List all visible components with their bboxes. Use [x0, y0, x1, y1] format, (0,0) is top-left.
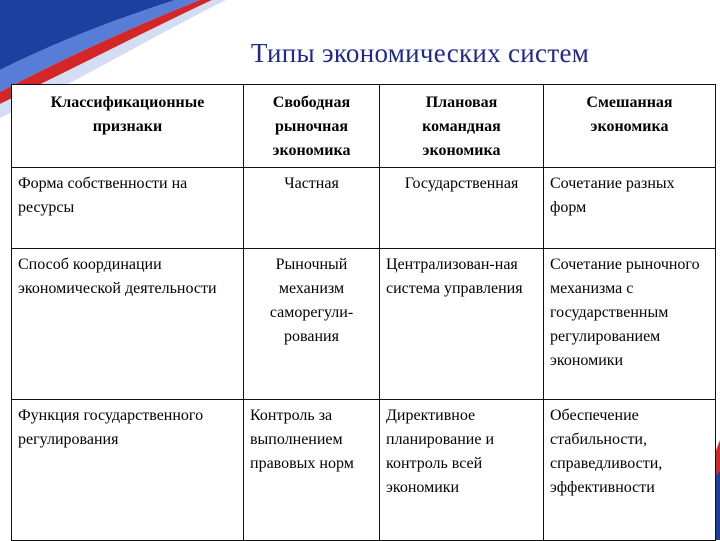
row-feature: Способ координации экономической деятельности [12, 249, 244, 400]
cell-mixed: Обеспечение стабильности, справедливости, эффективности [544, 400, 716, 541]
header-mixed-economy: Смешанная экономика [544, 85, 716, 168]
cell-market: Рыночный механизм саморегули-рования [244, 249, 380, 400]
table-header-row [12, 85, 716, 168]
cell-market: Частная [244, 168, 380, 249]
header-features: Классификационные признаки [12, 85, 244, 168]
table-row [12, 249, 716, 400]
cell-mixed: Сочетание разных форм [544, 168, 716, 249]
row-feature: Форма собственности на ресурсы [12, 168, 244, 249]
table-row [12, 400, 716, 541]
cell-market: Контроль за выполнением правовых норм [244, 400, 380, 541]
row-feature: Функция государственного регулирования [12, 400, 244, 541]
economic-systems-table [11, 84, 716, 541]
slide-title: Типы экономических систем [250, 38, 590, 68]
table-row [12, 168, 716, 249]
cell-mixed: Сочетание рыночного механизма с государственным регулированием экономики [544, 249, 716, 400]
cell-planned: Директивное планирование и контроль всей экономики [380, 400, 544, 541]
cell-planned: Государственная [380, 168, 544, 249]
header-planned-economy: Плановая командная экономика [380, 85, 544, 168]
header-market-economy: Свободная рыночная экономика [244, 85, 380, 168]
cell-planned: Централизован-ная система управления [380, 249, 544, 400]
